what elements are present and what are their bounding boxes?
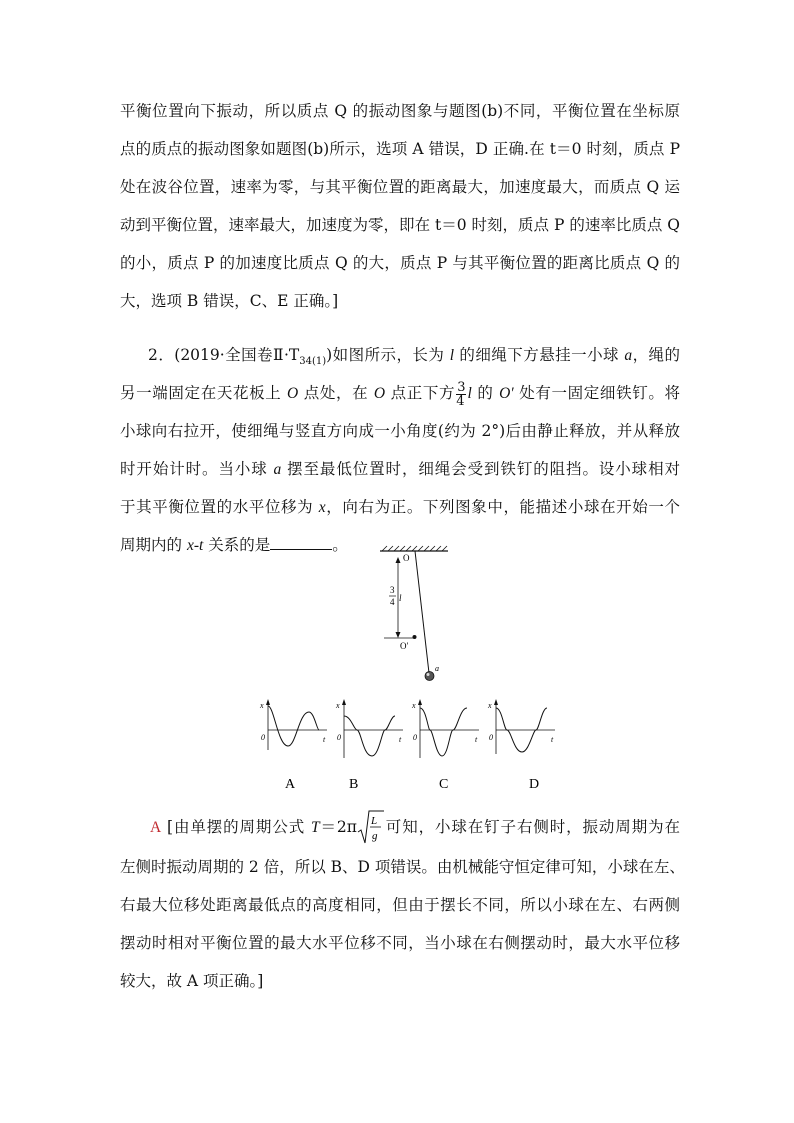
text-line: 平衡位置向下振动，所以质点 Q 的振动图象与题图(b)不同，平衡位置在坐标原 [120,102,680,120]
sqrt-L-over-g [357,807,385,849]
solution-line: 左侧时振动周期的 2 倍，所以 B、D 项错误。由机械能守恒定律可知，小球在左、 [120,858,685,876]
var-O: O [373,385,386,402]
pendulum-figure [370,545,470,687]
text: 另一端固定在天花板上 [120,384,287,402]
graph-B [335,699,403,758]
label-frac-den: 4 [390,597,395,607]
graph-A [259,699,327,750]
ceiling-hatch [382,546,447,551]
var-l: l [449,347,455,364]
text: 点正下方 [385,384,456,402]
text: 于其平衡位置的水平位移为 [120,498,319,516]
text: 可知，小球在钉子右侧时，振动周期为在 [384,818,680,836]
var-xt: x-t [186,537,204,554]
graph-C [411,699,479,758]
y-arrow [266,699,270,705]
axis-x-label: x [412,701,416,710]
text: 周期内的 [120,536,187,554]
label-a: a [435,664,439,673]
origin-label: 0 [337,733,341,742]
solution-line: 较大，故 A 项正确。] [120,972,264,990]
axis-t-label: t [323,735,326,744]
origin-label: 0 [489,733,493,742]
frac-den: 4 [456,393,465,409]
var-a: a [624,347,633,364]
text: 关系的是 [203,536,271,554]
previous-solution [120,92,680,320]
answer-blank [270,529,332,550]
text: 的细绳下方悬挂一小球 [454,346,625,364]
pendulum-string [415,551,429,673]
y-arrow [342,699,346,705]
solution-line: 右最大位移处距离最低点的高度相同，但由于摆长不同，所以小球在左、右两侧 [120,896,680,914]
text: ，绳的 [632,346,680,364]
question-source-sub: 34(1) [299,356,327,368]
axis-t-label: t [551,735,554,744]
text-line: 大，选项 B 错误，C、E 正确。] [120,292,339,310]
frac-num: 3 [457,379,466,395]
axis-t-label: t [475,735,478,744]
var-O: O [286,385,299,402]
text-line: 的小，质点 P 的加速度比质点 Q 的大，质点 P 与其平衡位置的距离比质点 Q 的 [120,254,680,272]
nail-point [413,635,417,639]
origin-label: 0 [413,733,417,742]
text: 摆至最低位置时，细绳会受到铁钉的阻挡。设小球相对 [281,460,680,478]
var-T: T [310,819,320,836]
graph-D [487,699,555,754]
axis-x-label: x [336,701,340,710]
text: ，向右为正。下列图象中，能描述小球在开始一个 [325,498,680,516]
question-line [120,336,680,374]
y-arrow [494,699,498,705]
question-2 [120,336,680,564]
ball-a [425,672,434,681]
question-line [120,374,680,412]
text: 时开始计时。当小球 [120,460,274,478]
solution [120,806,685,1000]
solution-line [120,806,680,848]
answer-letter: A [150,819,162,836]
var-O-prime: O′ [499,385,514,402]
option-label-B: B [349,777,359,792]
origin-label: 0 [261,733,265,742]
sqrt-sign [357,810,385,846]
text: ＝2π [319,818,357,836]
option-graphs [255,690,575,800]
option-label-D: D [529,777,540,792]
curve-A [268,706,319,746]
sqrt-den: g [371,829,378,842]
axis-x-label: x [488,701,492,710]
curve-C [420,708,467,756]
dimension-arrow-down [396,632,401,638]
dimension-arrow-up [396,557,401,563]
text-line: 动到平衡位置，速率最大，加速度为零，即在 t＝0 时刻，质点 P 的速率比质点 Q [120,216,680,234]
text: 点处，在 [298,384,374,402]
var-l: l [467,385,472,402]
text-line: 处在波谷位置，速率为零，与其平衡位置的距离最大，加速度最大，而质点 Q 运 [120,178,680,196]
text: )如图所示，长为 [326,346,450,364]
question-line: 小球向右拉开，使细绳与竖直方向成一小角度(约为 2°)后由静止释放，并从释放 [120,422,680,440]
axis-t-label: t [399,735,402,744]
question-line [120,450,680,488]
text: 。 [332,536,348,554]
text: 处有一固定细铁钉。将 [513,384,680,402]
sqrt-num: L [370,814,378,827]
fraction-three-quarters [456,381,466,408]
y-arrow [418,699,422,705]
curve-B [344,716,395,756]
label-frac-num: 3 [390,585,395,595]
question-line [120,488,680,526]
question-source: 2．(2019·全国卷Ⅱ·T [148,346,300,364]
label-l: l [399,593,402,603]
var-x: x [318,499,326,516]
solution-line: 摆动时相对平衡位置的最大水平位移不同，当小球在右侧摆动时，最大水平位移 [120,934,680,952]
var-a: a [273,461,282,478]
label-O: O [403,553,410,563]
label-O-prime: O′ [400,641,409,651]
text: 的 [471,384,500,402]
option-label-A: A [285,777,296,792]
text: [由单摆的周期公式 [167,818,311,836]
ball-highlight [427,673,430,676]
axis-x-label: x [260,701,264,710]
option-label-C: C [439,777,449,792]
text-line: 点的质点的振动图象如题图(b)所示，选项 A 错误，D 正确.在 t＝0 时刻，质点 P [120,140,680,158]
